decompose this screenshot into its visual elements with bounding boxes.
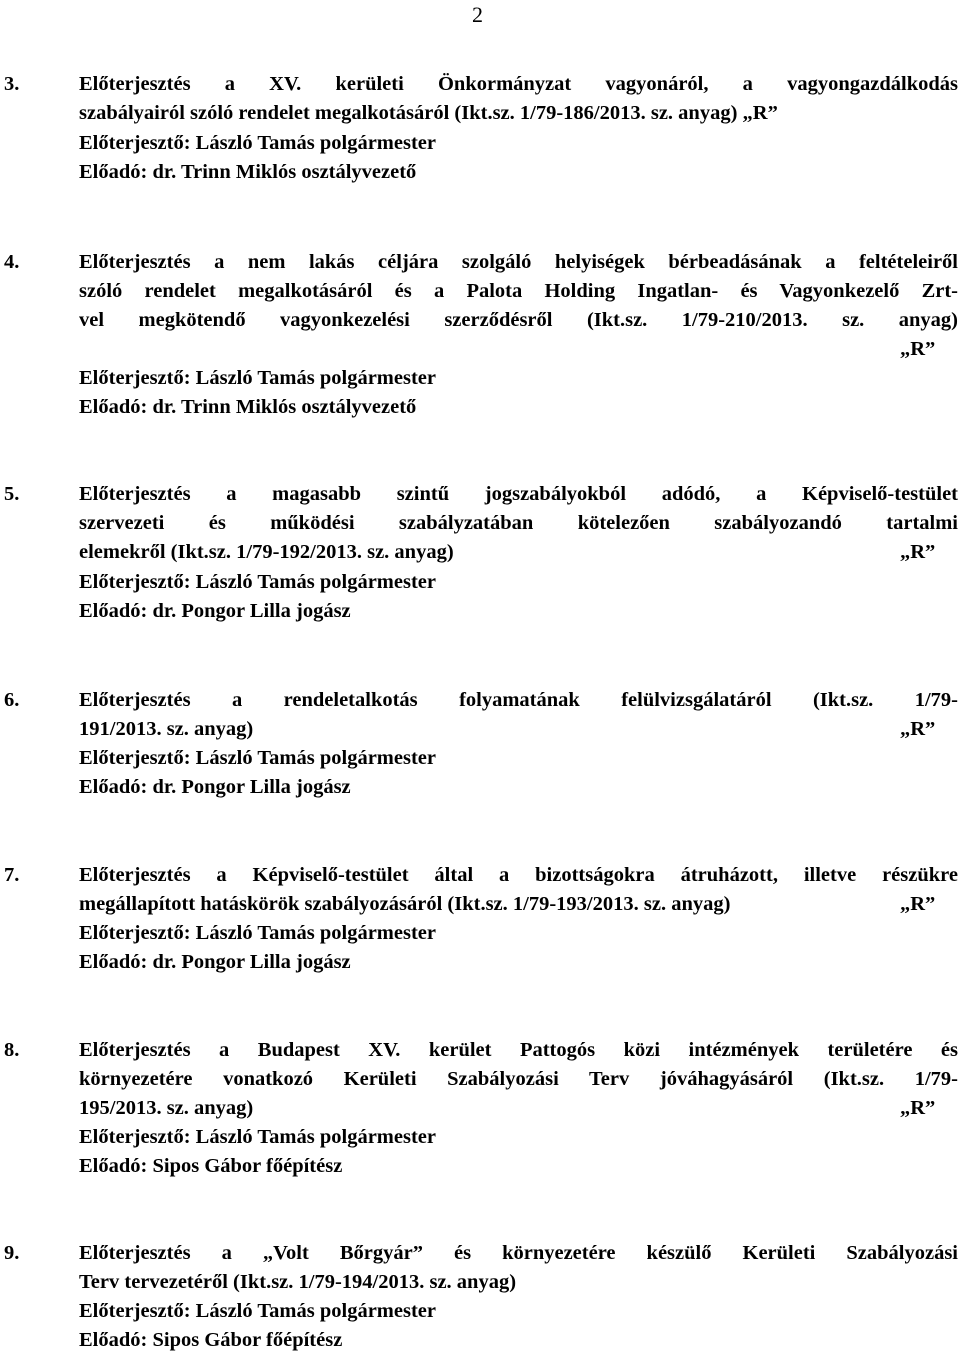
- item-speaker: Előadó: dr. Pongor Lilla jogász: [79, 951, 351, 973]
- item-title-line-2: Terv tervezetéről (Ikt.sz. 1/79-194/2013. sz. anyag): [79, 1271, 517, 1293]
- item-presenter: Előterjesztő: László Tamás polgármester: [79, 367, 436, 389]
- item-title-line-1: Előterjesztés a „Volt Bőrgyár” és környezetére készülő Kerületi Szabályozási: [79, 1242, 958, 1264]
- item-speaker: Előadó: Sipos Gábor főépítész: [79, 1329, 343, 1351]
- item-title-line-3: vel megkötendő vagyonkezelési szerződésről (Ikt.sz. 1/79-210/2013. sz. anyag): [79, 309, 958, 331]
- item-title-line-1: Előterjesztés a rendeletalkotás folyamatának felülvizsgálatáról (Ikt.sz. 1/79-: [79, 689, 958, 711]
- resolution-mark: „R”: [900, 1097, 936, 1119]
- item-presenter: Előterjesztő: László Tamás polgármester: [79, 922, 436, 944]
- item-title-line-2: 191/2013. sz. anyag): [79, 718, 254, 740]
- item-number: 3.: [4, 73, 20, 95]
- item-title-line-1: Előterjesztés a XV. kerületi Önkormányzat vagyonáról, a vagyongazdálkodás: [79, 73, 958, 95]
- item-title-line-1: Előterjesztés a magasabb szintű jogszabályokból adódó, a Képviselő-testület: [79, 483, 958, 505]
- item-speaker: Előadó: dr. Pongor Lilla jogász: [79, 776, 351, 798]
- item-title-line-2: szóló rendelet megalkotásáról és a Palota Holding Ingatlan- és Vagyonkezelő Zrt-: [79, 280, 958, 302]
- item-number: 5.: [4, 483, 20, 505]
- item-title-line-2: megállapított hatáskörök szabályozásáról (Ikt.sz. 1/79-193/2013. sz. anyag): [79, 893, 731, 915]
- item-title-line-1: Előterjesztés a nem lakás céljára szolgáló helyiségek bérbeadásának a feltételeiről: [79, 251, 958, 273]
- resolution-mark: „R”: [900, 718, 936, 740]
- item-presenter: Előterjesztő: László Tamás polgármester: [79, 571, 436, 593]
- page-number: 2: [472, 2, 483, 27]
- resolution-mark: „R”: [900, 893, 936, 915]
- item-speaker: Előadó: dr. Pongor Lilla jogász: [79, 600, 351, 622]
- resolution-mark: „R”: [900, 338, 936, 360]
- item-title-line-2: szervezeti és működési szabályzatában kötelezően szabályozandó tartalmi: [79, 512, 958, 534]
- item-number: 6.: [4, 689, 20, 711]
- item-presenter: Előterjesztő: László Tamás polgármester: [79, 132, 436, 154]
- item-title-line-2: szabályairól szóló rendelet megalkotásáról (Ikt.sz. 1/79-186/2013. sz. anyag) „R”: [79, 102, 778, 124]
- item-presenter: Előterjesztő: László Tamás polgármester: [79, 1300, 436, 1322]
- item-number: 8.: [4, 1039, 20, 1061]
- item-title-line-1: Előterjesztés a Budapest XV. kerület Pattogós közi intézmények területére és: [79, 1039, 958, 1061]
- resolution-mark: „R”: [900, 541, 936, 563]
- item-presenter: Előterjesztő: László Tamás polgármester: [79, 1126, 436, 1148]
- item-speaker: Előadó: Sipos Gábor főépítész: [79, 1155, 343, 1177]
- item-title-line-3: elemekről (Ikt.sz. 1/79-192/2013. sz. anyag): [79, 541, 454, 563]
- item-title-line-2: környezetére vonatkozó Kerületi Szabályozási Terv jóváhagyásáról (Ikt.sz. 1/79-: [79, 1068, 958, 1090]
- item-title-line-1: Előterjesztés a Képviselő-testület által a bizottságokra átruházott, illetve részükre: [79, 864, 958, 886]
- item-speaker: Előadó: dr. Trinn Miklós osztályvezető: [79, 396, 417, 418]
- item-number: 7.: [4, 864, 20, 886]
- item-number: 9.: [4, 1242, 20, 1264]
- item-speaker: Előadó: dr. Trinn Miklós osztályvezető: [79, 161, 417, 183]
- item-presenter: Előterjesztő: László Tamás polgármester: [79, 747, 436, 769]
- item-title-line-3: 195/2013. sz. anyag): [79, 1097, 254, 1119]
- item-number: 4.: [4, 251, 20, 273]
